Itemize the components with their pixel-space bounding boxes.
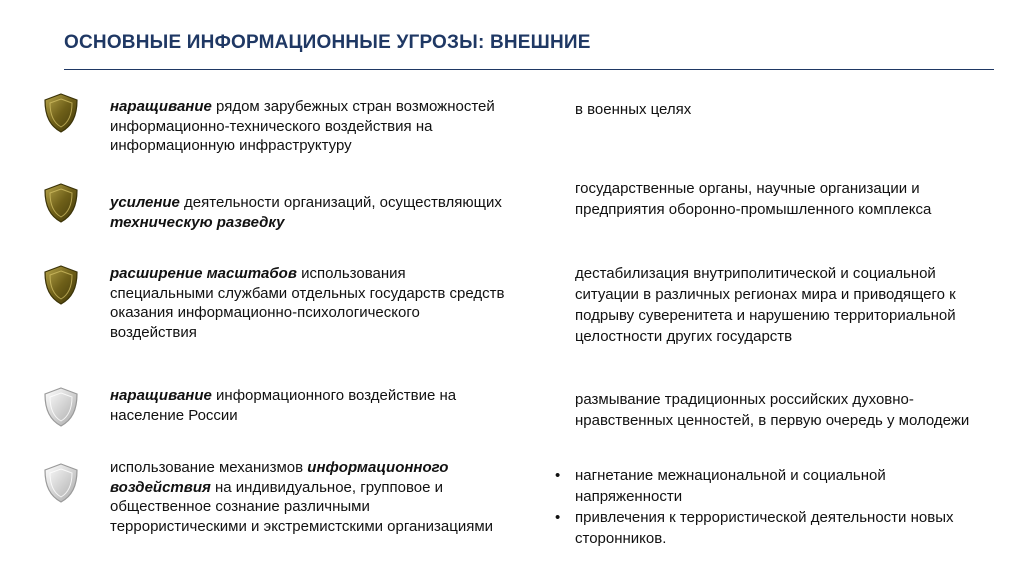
silver-shield-icon — [40, 386, 82, 428]
threat-body: использования специальными службами отдельных государств средств оказания информационно-психологического воздействия — [110, 265, 505, 341]
gold-shield-icon — [40, 182, 82, 224]
threat-emphasis: наращивание — [110, 98, 212, 115]
gold-shield-icon — [40, 264, 82, 306]
threat-body: рядом зарубежных стран возможностей информационно-технического воздействия на информационную инфраструктуру — [110, 98, 495, 154]
consequence-text-3: дестабилизация внутриполитической и социальной ситуации в различных регионах мира и приводящего к подрыву суверенитета и нарушению территориальной целостности других государств — [575, 265, 956, 345]
threat-text-5 — [110, 458, 510, 536]
threat-emphasis: информационного воздействия — [110, 459, 449, 496]
threat-emphasis: расширение масштабов — [110, 265, 297, 282]
bullet-text: нагнетание межнациональной и социальной напряженности — [575, 467, 886, 505]
consequence-text-4: размывание традиционных российских духовно-нравственных ценностей, в первую очередь у молодежи — [575, 391, 970, 429]
title-divider — [64, 69, 994, 70]
consequence-text-2: государственные органы, научные организации и предприятия оборонно-промышленного комплекса — [575, 180, 932, 218]
threat-text-4 — [110, 386, 510, 425]
threat-emphasis-2: техническую разведку — [110, 213, 285, 231]
bullet-text: привлечения к террористической деятельности новых сторонников. — [575, 509, 954, 547]
consequence-bullets-5 — [555, 465, 995, 549]
gold-shield-icon — [40, 92, 82, 134]
threat-text-3 — [110, 264, 510, 342]
bullet-item — [555, 507, 995, 549]
threat-text-2 — [110, 193, 510, 232]
bullet-dot: • — [555, 509, 561, 526]
silver-shield-icon — [40, 462, 82, 504]
threat-body: информационного воздействие на население России — [110, 387, 457, 424]
threat-text-1 — [110, 97, 510, 156]
consequence-text-1: в военных целях — [575, 101, 692, 118]
page-title: ОСНОВНЫЕ ИНФОРМАЦИОННЫЕ УГРОЗЫ: ВНЕШНИЕ — [64, 32, 591, 53]
threat-emphasis: усиление — [110, 194, 180, 211]
threat-body-pre: использование механизмов — [110, 459, 308, 476]
bullet-dot: • — [555, 467, 561, 484]
threat-body: деятельности организаций, осуществляющих — [179, 194, 502, 211]
threat-body: на индивидуальное, групповое и общественное сознание различными террористическими и экстремистскими организациями — [110, 478, 494, 535]
bullet-item — [555, 465, 995, 507]
threat-emphasis: наращивание — [110, 387, 212, 404]
